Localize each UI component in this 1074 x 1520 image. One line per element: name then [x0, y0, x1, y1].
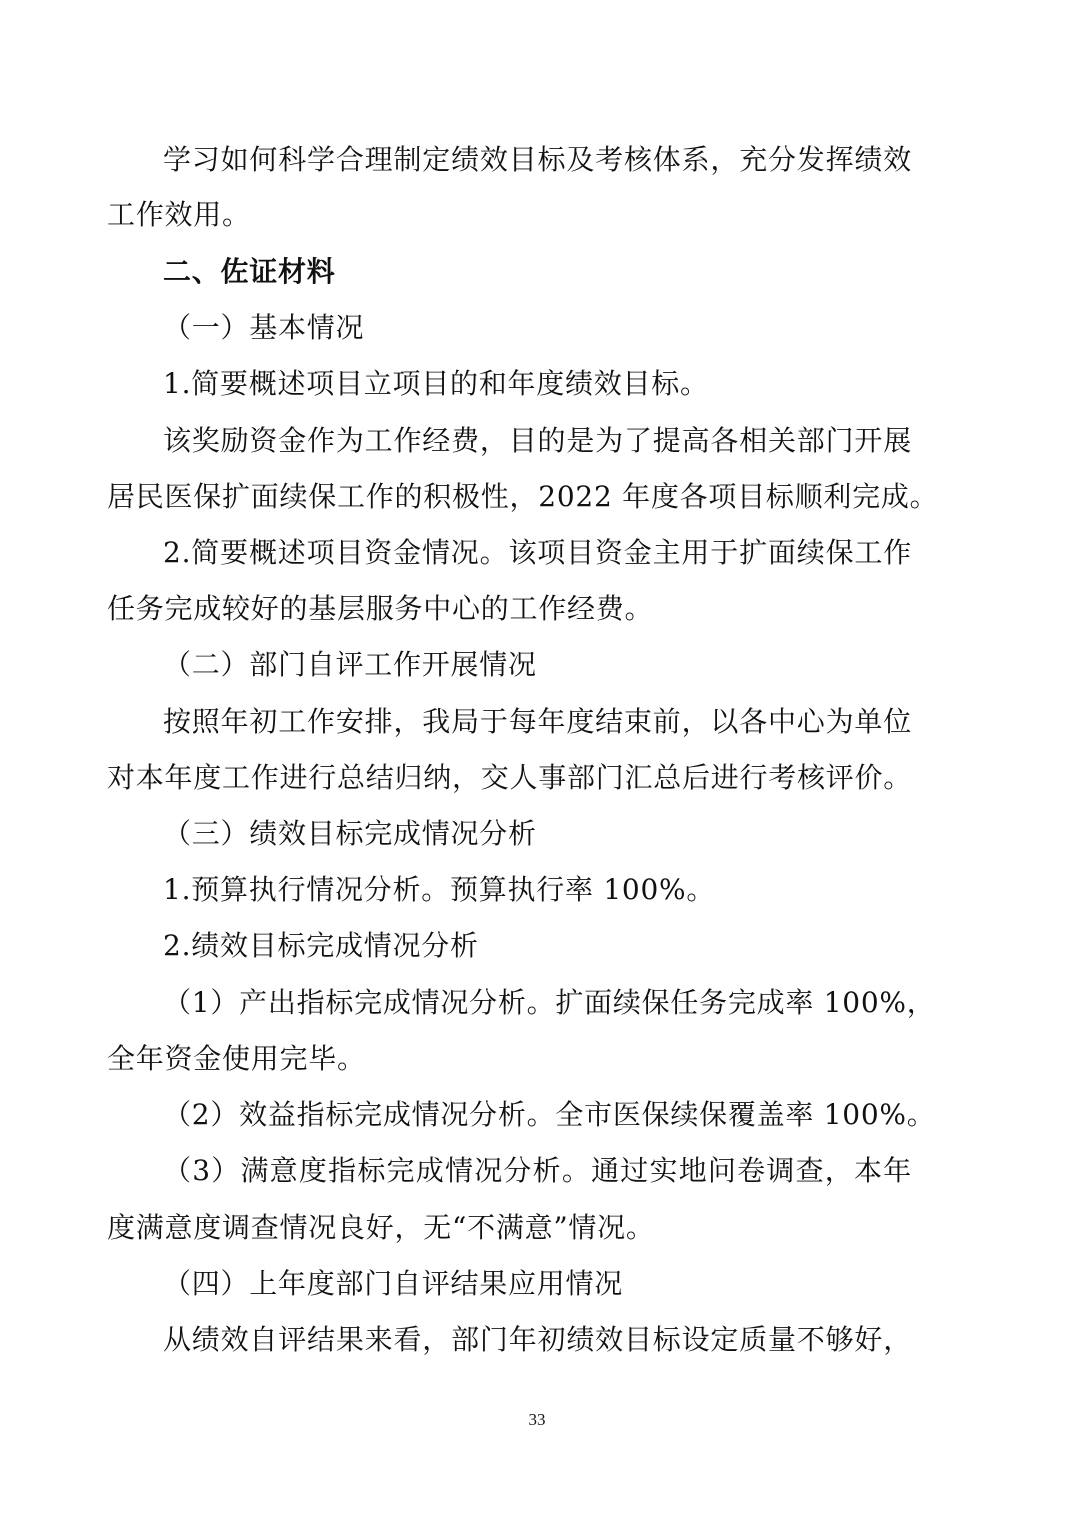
paragraph-line: 度满意度调查情况良好，无“不满意”情况。: [107, 1211, 655, 1244]
paragraph-line: 任务完成较好的基层服务中心的工作经费。: [107, 592, 654, 625]
subsection-heading: （三）绩效目标完成情况分析: [163, 817, 537, 850]
paragraph-line: 从绩效自评结果来看，部门年初绩效目标设定质量不够好，: [163, 1323, 912, 1356]
paragraph-line: 学习如何科学合理制定绩效目标及考核体系，充分发挥绩效: [163, 143, 912, 176]
paragraph-line: 工作效用。: [107, 198, 251, 231]
paragraph-line: 该奖励资金作为工作经费，目的是为了提高各相关部门开展: [163, 424, 912, 457]
subsection-heading: （一）基本情况: [163, 311, 365, 344]
paragraph-line: 居民医保扩面续保工作的积极性，2022 年度各项目标顺利完成。: [107, 480, 939, 513]
paragraph-line: 2.简要概述项目资金情况。该项目资金主用于扩面续保工作: [163, 536, 912, 569]
subsection-heading: （四）上年度部门自评结果应用情况: [163, 1267, 624, 1300]
paragraph-line: （3）满意度指标完成情况分析。通过实地问卷调查，本年: [163, 1154, 912, 1187]
paragraph-line: 全年资金使用完毕。: [107, 1042, 366, 1075]
section-heading: 二、佐证材料: [163, 255, 336, 288]
paragraph-line: （2）效益指标完成情况分析。全市医保续保覆盖率 100%。: [163, 1098, 936, 1131]
paragraph-line: （1）产出指标完成情况分析。扩面续保任务完成率 100%，: [163, 986, 936, 1019]
paragraph-line: 2.绩效目标完成情况分析: [163, 929, 479, 962]
subsection-heading: （二）部门自评工作开展情况: [163, 648, 537, 681]
paragraph-line: 1.预算执行情况分析。预算执行率 100%。: [163, 873, 716, 906]
paragraph-line: 1.简要概述项目立项目的和年度绩效目标。: [163, 367, 709, 400]
paragraph-line: 按照年初工作安排，我局于每年度结束前，以各中心为单位: [163, 705, 912, 738]
paragraph-line: 对本年度工作进行总结归纳，交人事部门汇总后进行考核评价。: [107, 761, 913, 794]
page-number: 33: [528, 1410, 546, 1429]
